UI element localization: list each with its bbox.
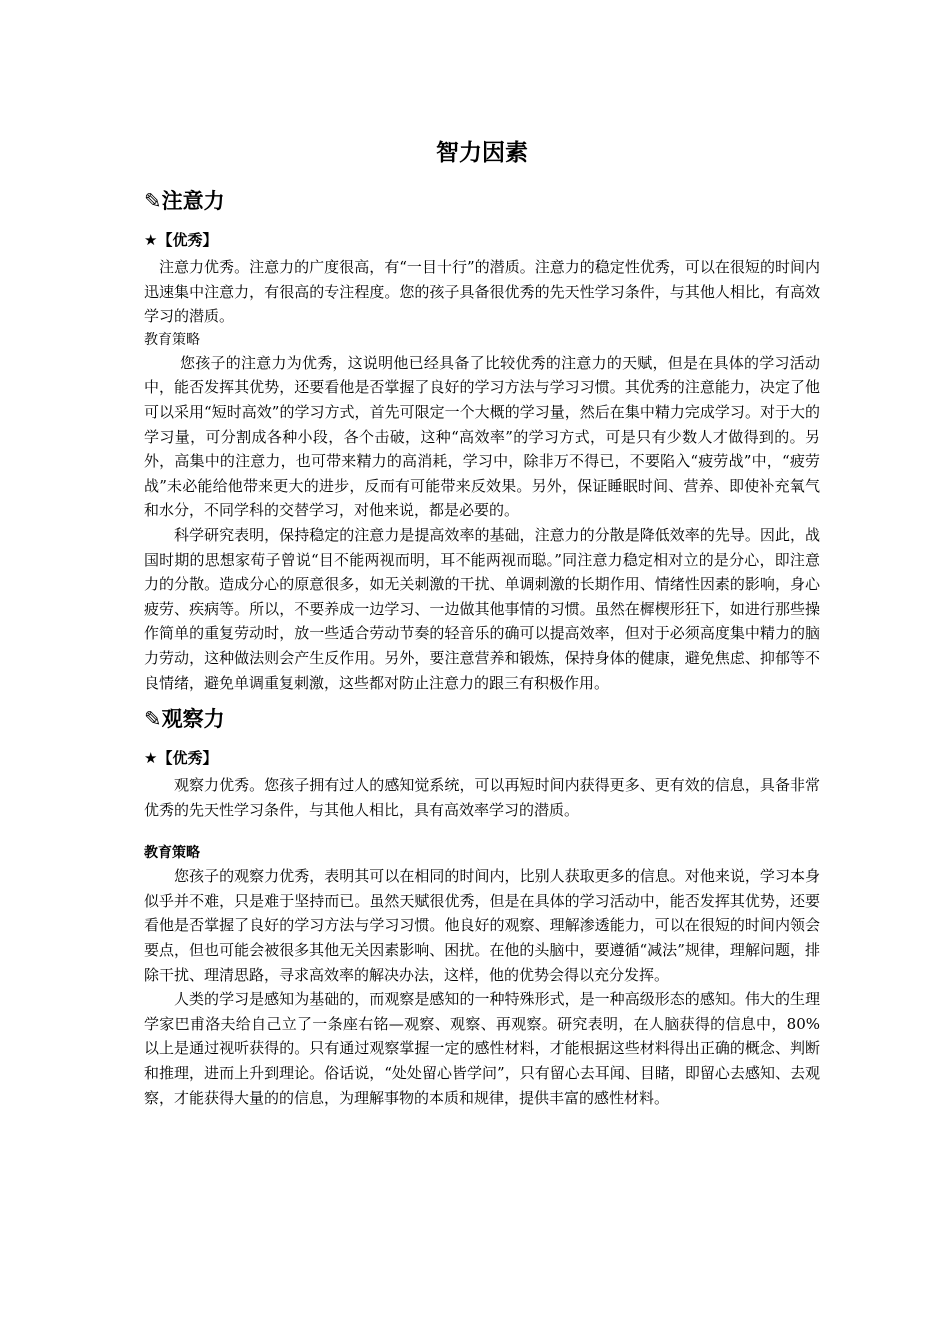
- strategy-paragraph: 科学研究表明，保持稳定的注意力是提高效率的基础，注意力的分散是降低效率的先导。因此，战国时期的思想家荀子曾说“目不能两视而明，耳不能两视而聪。”同注意力稳定相对立的是分心，即注意力的分散。造成分心的原意很多，如无关刺激的干扰、单调刺激的长期作用、情绪性因素的影响，身心疲劳、疾病等。所以，不要养成一边学习、一边做其他事情的习惯。虽然在樨楔形狂下，如进行那些操作简单的重复劳动时，放一些适合劳动节奏的轻音乐的确可以提高效率，但对于必须高度集中精力的脑力劳动，这种做法则会产生反作用。另外，要注意营养和锻炼，保持身体的健康，避免焦虑、抑郁等不良情绪，避免单调重复刺激，这些都对防止注意力的跟三有积极作用。: [144, 525, 820, 692]
- strategy-paragraph: 人类的学习是感知为基础的，而观察是感知的一种特殊形式，是一种高级形态的感知。伟大的生理学家巴甫洛夫给自己立了一条座右铭—观察、观察、再观察。研究表明，在人脑获得的信息中，80%以上是通过视听获得的。只有通过观察掌握一定的感性材料，才能根据这些材料得出正确的概念、判断和推理，进而上升到理论。俗话说，“处处留心皆学问”，只有留心去耳闻、目睹，即留心去感知、去观察，才能获得大量的的信息，为理解事物的本质和规律，提供丰富的感性材料。: [144, 990, 820, 1107]
- section-observation: [144, 705, 820, 1110]
- strategy-label: 教育策略: [144, 845, 200, 862]
- section-heading-attention: ✎注意力: [144, 189, 225, 213]
- document-page: [144, 134, 820, 1110]
- intro-paragraph: 观察力优秀。您孩子拥有过人的感知觉系统，可以再短时间内获得更多、更有效的信息，具备非常优秀的先天性学习条件，与其他人相比，具有高效率学习的潜质。: [144, 776, 820, 819]
- page-title: 智力因素: [436, 140, 528, 166]
- section-attention: [144, 187, 820, 695]
- strategy-paragraph: 您孩子的注意力为优秀，这说明他已经具备了比较优秀的注意力的天赋，但是在具体的学习活动中，能否发挥其优势，还要看他是否掌握了良好的学习方法与学习习惯。其优秀的注意能力，决定了他可以采用“短时高效”的学习方式，首先可限定一个大概的学习量，然后在集中精力完成学习。对于大的学习量，可分割成各种小段，各个击破，这种“高效率”的学习方式，可是只有少数人才做得到的。另外，高集中的注意力，也可带来精力的高消耗，学习中，除非万不得已，不要陷入“疲劳战”中，“疲劳战”未必能给他带来更大的进步，反而有可能带来反效果。另外，保证睡眠时间、营养、即使补充氧气和水分，不同学科的交替学习，对他来说，都是必要的。: [144, 353, 820, 520]
- rating-label: ★【优秀】: [144, 749, 218, 768]
- strategy-paragraph: 您孩子的观察力优秀，表明其可以在相同的时间内，比别人获取更多的信息。对他来说，学习本身似乎并不难，只是难于坚持而已。虽然天赋很优秀，但是在具体的学习活动中，能否发挥其优势，还要看他是否掌握了良好的学习方法与学习习惯。他良好的观察、理解渗透能力，可以在很短的时间内领会要点，但也可能会被很多其他无关因素影响、困扰。在他的头脑中，要遵循“减法”规律，理解问题，排除干扰、理清思路，寻求高效率的解决办法，这样，他的优势会得以充分发挥。: [144, 867, 820, 984]
- strategy-label: 教育策略: [144, 331, 200, 348]
- section-heading-observation: ✎观察力: [144, 707, 225, 732]
- intro-paragraph: 注意力优秀。注意力的广度很高，有“一目十行”的潜质。注意力的稳定性优秀，可以在很短的时间内迅速集中注意力，有很高的专注程度。您的孩子具备很优秀的先天性学习条件，与其他人相比，有高效学习的潜质。: [144, 258, 820, 326]
- rating-label: ★【优秀】: [144, 231, 218, 249]
